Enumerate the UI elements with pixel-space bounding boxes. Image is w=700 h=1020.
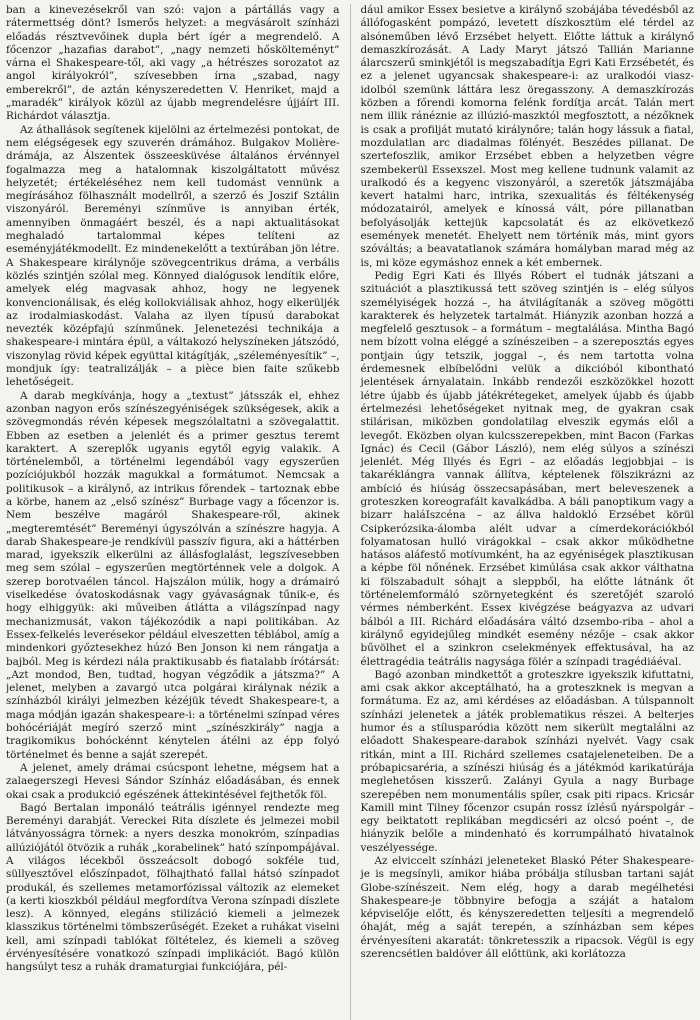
- paragraph: Az áthallások segítenek kijelölni az értelmezési pontokat, de nem elégségesek egy szuverén drámához. Bulgakov Molière-drámája, az Álszentek összeesküvése általános érvénnyel fogalmazza meg a hatalomnak kiszolgáltatott művész helyzetét; értékeléséhez nem kell tudomást vennünk a megírásához fölhasznált modellről, a szerző és Joszif Sztálin viszonyáról. Bereményi színműve is annyiban érték, amennyiben önmagáért beszél, és a napi aktualitásokat meghaladó tartalommal képes telíteni az eseményjátékmodellt. Ez mindenekelőtt a textúrában jön létre. A Shakespeare királynője szövegcentrikus dráma, a verbális közlés szintjén szólal meg. Könnyed dialógusok lendítik előre, amelyek elég magvasak ahhoz, hogy ne legyenek konvencionálisak, és elég kollokviálisak ahhoz, hogy elkerüljék az irodalmiaskodást. Valaha az ilyen típusú darabokat nevezték középfajú színműnek. Jelenetezési technikája a shakespeare-i mintára épül, a váltakozó helyszíneken játszódó, viszonylag rövid képek együttal kitágítják, „széleményesítik” –, mondjuk így: teatralizálják – a pièce bien faite szűkebb lehetőségeit.: [6, 123, 340, 389]
- column-divider: [350, 4, 351, 1020]
- paragraph: A jelenet, amely drámai csúcspont lehetne, mégsem hat a zalaegerszegi Hevesi Sándor Színház előadásában, és ennek okai csak a produkció egészének áttekintésével fejthetők föl.: [6, 761, 340, 801]
- paragraph: Bagó Bertalan imponáló teátrális igénnyel rendezte meg Bereményi darabját. Vereckei Rita díszlete és jelmezei mobil látványosságra törnek: a nyers deszka monokróm, színpadias allúziójától ötvözik a ruhák „korabelinek” ható színpompájával. A világos lécekből összeácsolt dobogó sokféle tud, süllyesztővel előszínpadot, fölhajtható fallal hátsó színpadot produkál, és szellemes metamorfózissal változik az elemeket (a kerti kioszkból például megfordítva Verona színpadi díszlete lesz). A könnyed, elegáns stilizáció kiemeli a jelmezek klasszikus történelmi tömbszerűségét. Ezeket a ruhákat viselni kell, ami színpadi tablókat föltételez, és kiemeli a szöveg érvényesítésére vonatkozó színpadi implikációt. Bagó külön hangsúlyt tesz a ruhák dramaturgiai funkciójára, pél-: [6, 801, 340, 974]
- paragraph: A darab megkívánja, hogy a „textust” játsszák el, ehhez azonban nagyon erős színészegyéniségek szükségesek, akik a szövegmondás révén képesek megszólaltatni a szövegalattit. Ebben az esetben a jelenlét és a primer gesztus teremt karaktert. A szereplők ugyanis egytől egyig valakik. A történelemből, a történelmi legendából vagy egyszerűen pozíciójukból hozzák magukkal a formátumot. Nemcsak a politikusok – a királynő, az intrikus főrendek – tartoznak ebbe a körbe, hanem az „első színész” Burbage vagy a főcenzor is. Nem beszélve magáról Shakespeare-ről, akinek „megteremtését” Bereményi úgyszólván a színészre hagyja. A darab Shakespeare-je rendkívül passzív figura, aki a háttérben marad, igyekszik elkerülni az állásfoglalást, legszívesebben meg sem szólal – egyszerűen megtörténnek vele a dolgok. A szerep borotvaélen táncol. Hajszálon múlik, hogy a drámairó viselkedése óvatoskodásnak vagy gyávaságnak tűnik-e, és hogy elhiggyük: aki műveiben átlátta a világszínpad nagy mechanizmusát, vakon tájékozódik a napi politikában. Az Essex-felkelés leverésekor például elveszetten téblábol, amíg a mindenkori győztesekhez húzó Ben Jonson ki nem rángatja a bajból. Meg is kérdezi nála praktikusabb és fiatalabb írótársát: „Azt mondod, Ben, tudtad, hogyan végződik a játszma?” A jelenet, melyben a zavargó utca polgárai királynak nézik a színházból királyi jelmezben kézéjük tévedt Shakespeare-t, a maga módján igazán shakespeare-i: a történelmi színpad véres bohócériáját megíró szerző mint „színészkirály” nagja a tragikomikus bohóckénnt kénytelen átélni az épp folyó történelmet és benne a saját szerepét.: [6, 389, 340, 761]
- paragraph: dául amikor Essex besietve a királynő szobájába tévedésből az állófogasként pompázó, levetett díszkosztüm elé térdel az alsóneműben lévő Erzsébet helyett. Előtte láttuk a királynő demaszkírozását. A Lady Maryt játszó Tallián Marianne álarcszerű sminkjétől is megszabadítja Egri Kati Erzsébetét, és ez a jelenet ugyancsak shakespeare-i: az uralkodói viasz-idolból szemünk láttára lesz öregasszony. A demaszkírozás közben a főrendi komorna felénk fordítja arcát. Talán mert nem illik ránéznie az illúzió-maszktól megfosztott, a nézőknek is csak a profilját mutató királynőre; talán hogy lássuk a fiatal, mozdulatlan arc diadalmas fölényét. Beszédes pillanat. De szertefoszlik, amikor Erzsébet ebben a helyzetben végre szembekerül Essexszel. Most meg kellene tudnunk valamit az uralkodó és a kegyenc viszonyáról, a szeretők játszmájába kevert hatalmi harc, intrika, szexualitás és féltékenység módozatairól, amelyek e kínossá vált, póre pillanatban befolyásolják kettejük kapcsolatát és az elkövetkező események menetét. Ehelyett nem történik más, mint gyors szóváltás; a beavatatlanok számára homályban marad még az is, mi köze egymáshoz ennek a két embernek.: [360, 4, 694, 269]
- paragraph: Az elviccelt színházi jeleneteket Blaskó Péter Shakespeare-je is megsínyli, amikor hiába próbálja stílusban tartani saját Globe-színészeit. Nem elég, hogy a darab megélhetési Shakespeare-je többnyire befogja a száját a hatalom képviselője előtt, és kényszeredetten teljesíti a megrendelő óhaját, még a saját terepén, a színházban sem képes érvényesíteni akaratát: tönkretesszik a ripacsok. Végül is egy szerencsétlen baldóver áll előttünk, aki korlátozza: [360, 855, 694, 961]
- right-column: [360, 4, 694, 1020]
- left-column: [6, 4, 340, 1020]
- paragraph: ban a kinevezésekről van szó: vajon a pártállás vagy a rátermettség dönt? Ismerős helyzet: a megvásárolt színházi előadás résztvevőinek dupla bért ígér a megrendelő. A főcenzor „hazafias darabot”, „nagy nemzeti hőskölteményt” várna el Shakespeare-től, aki vagy „a hétrészes sorozatot az angol királyokról”, szívesebben írna „szabad, nagy emberekről”, de aztán kényszeredetten V. Henriket, majd a „maradék” királyok közül az újabb megrendelésre újjáírt III. Richárdot választja.: [6, 4, 340, 123]
- paragraph: Bagó azonban mindkettőt a groteszkre igyekszik kifuttatni, ami csak akkor akceptálható, ha a groteszknek is megvan a formátuma. Ez az, ami kérdéses az előadásban. A túlspannolt színházi jelenetek a játék problematikus részei. A belterjes humor és a stílusparódia között nem sikerült megtalálni az előadott Shakespeare-darabok színházi nyelvét. Vagy csak ritkán, mint a III. Richárd szellemes csatajeleneteiben. De a próbapicsaréria, a színészi hiúság és a játékmód karikatúrája meglehetősen kisszerű. Zalányi Gyula a nagy Burbage szerepében nem monumentális spíler, csak piti ripacs. Kricsár Kamill mint Tilney főcenzor csupán rossz ízlésű nyárspolgár – egy beiktatott replikában megdicséri az olcsó poént –, de hiányzik belőle a mindenható és korrumpálható hivatalnok veszélyessége.: [360, 668, 694, 854]
- paragraph: Pedig Egri Kati és Illyés Róbert el tudnák játszani a szituációt a plasztikussá tett szöveg szintjén is – elég súlyos személyiségek hozzá –, ha átvilágítanák a szöveg mögötti karakterek és helyzetek tartalmát. Hiányzik azonban hozzá a megfelelő gesztusok – a formátum – megtalálása. Mintha Bagó nem bízott volna eléggé a színészeiben – a szereposztás egyes pontjain úgy tetszik, joggal –, és nem tartotta volna érdemesnek elbíbelődni velük a dikcióból kibontható jelentések árnyalatain. Inkább rendezői eszközökkel hozott létre újabb és újabb játékrétegeket, amelyek újabb és újabb értelmezési lehetőségeket nyitnak meg, de gyakran csak stilárisan, miközben gondolatilag elveszik egymás elől a levegőt. Eközben olyan kulcsszerepekben, mint Bacon (Farkas Ignác) és Cecil (Gábor László), nem elég súlyos a színészi jelenlét. Még Illyés és Egri – az előadás legjobbjai – is takaréklángra vannak állítva, képtelenek fölszikrázni az ambíció és hiúság összecsapásában, mert beleveszenek a groteszken koreografált kavalkádba. A báli panoptikum vagy a bizarr haláIszcéna – az állva haldokló Erzsébet körül Csipkerózsika-álomba alélt udvar a címerdekorációkból folyamatosan hulló virágokkal – csak akkor működhetne hatásos aláfestő motívumként, ha az egyéniségek plasztikusan a képbe föl nőnének. Erzsébet kimúlása csak akkor válthatna ki fölszabadult sóhajt a sleppből, ha előtte látnánk őt történelemformáló szörnyetegként és szeretőjét szaroló vérmes némberként. Essex kivégzése beágyazva az udvari bálból a III. Richárd előadására váltó dzsembo-riba – ahol a királynő egyidejűleg mindkét esemény nézője – csak akkor bűvölhet el a szinkron cselekmények effektusával, ha az élettragédia teátrális nagysága fölér a színpadi tragédiáéval.: [360, 269, 694, 668]
